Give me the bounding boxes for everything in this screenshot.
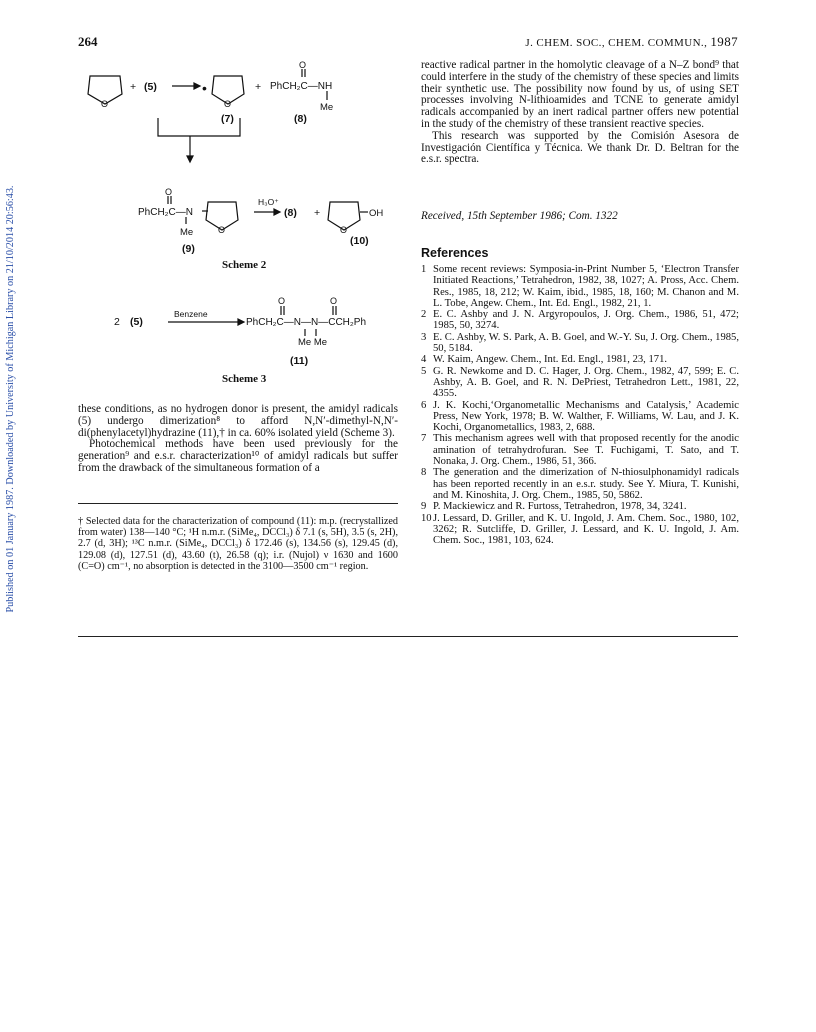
label-8: (8) — [294, 113, 307, 125]
plus-sign: + — [130, 81, 137, 93]
reference-item — [421, 467, 739, 501]
scheme-2-diagram — [78, 56, 408, 286]
label-10: (10) — [350, 235, 369, 247]
amide-o: O — [299, 60, 307, 70]
radical-o-label: O — [224, 99, 232, 109]
reference-text: G. R. Newkome and D. C. Hager, J. Org. Chem., 1982, 47, 599; E. C. Ashby, A. B. Goel, and R. N. DePriest, Tetrahedron Lett., 1981, 22, 4355. — [433, 365, 739, 400]
footnote: † Selected data for the characterization of compound (11): m.p. (recrystallized from water) 138—140 °C; ¹H n.m.r. (SiMe₄, DCCl₃) δ 7.1 (s, 5H), 3.5 (s, 2H), 2.7 (d, 3H); ¹³C n.m.r. (SiMe₄, DCCl₃) δ 172.46 (s), 134.56 (s), 129.45 (d), 129.08 (d), 127.51 (d), 43.60 (t), 26.58 (q); i.r. (Nujol) ν 1630 and 1600 (C=O) cm⁻¹, no absorption is detected in the 3100—3500 cm⁻¹ region. — [78, 516, 398, 572]
reference-item — [421, 332, 739, 355]
coefficient: 2 — [114, 316, 120, 328]
page-header — [78, 34, 738, 52]
reference-number: 9 — [421, 501, 427, 513]
label-9: (9) — [182, 243, 195, 255]
plus-sign: + — [255, 81, 262, 93]
thf-o-label: O — [101, 99, 109, 109]
reference-text: P. Mackiewicz and R. Furtoss, Tetrahedron, 1978, 34, 3241. — [433, 501, 687, 513]
references-list — [421, 264, 739, 546]
svg-text:•: • — [202, 80, 207, 96]
reagent-5: (5) — [144, 81, 157, 93]
paragraph: these conditions, as no hydrogen donor is present, the amidyl radicals (5) undergo dimerization⁸ to afford N,N′-dimethyl-N,N′-di(phenylacetyl)hydrazine (11),† in ca. 60% isolated yield (Scheme 3). — [78, 403, 398, 439]
oh-label: OH — [369, 208, 384, 219]
reference-item — [421, 354, 739, 365]
journal-year: 1987 — [710, 34, 738, 49]
reference-item — [421, 513, 739, 547]
paragraph: reactive radical partner in the homolytic cleavage of a N–Z bond⁹ that could interfere in the study of the chemistry of these species and limits their synthetic use. The possibility now found by us, of using SET processes involving N-lithioamides and TCNE to generate amidyl radicals accompanied by an inert radical partner offers new potential in the study of the chemistry of these transient reactive species. — [421, 59, 739, 130]
reference-text: W. Kaim, Angew. Chem., Int. Ed. Engl., 1981, 23, 171. — [433, 354, 668, 366]
reagent-5: (5) — [130, 316, 143, 328]
right-column-body — [421, 60, 739, 166]
reference-item — [421, 433, 739, 467]
page-bottom-rule — [78, 636, 738, 637]
left-column-body — [78, 404, 398, 475]
reference-text: This mechanism agrees well with that proposed recently for the anodic amination of tetrahydrofuran. See T. Fuchigami, T. Sato, and T. Nonaka, J. Org. Chem., 1986, 51, 366. — [433, 433, 739, 468]
reference-number: 6 — [421, 399, 427, 411]
journal-title: J. CHEM. SOC., CHEM. COMMUN., 1987 — [525, 34, 738, 49]
formula-11: PhCH₂C—N—N—CCH₂Ph — [246, 317, 366, 328]
received-line: Received, 15th September 1986; Com. 1322 — [421, 210, 618, 222]
footnote-rule — [78, 503, 398, 504]
label-7: (7) — [221, 113, 234, 125]
reference-text: J. Lessard, D. Griller, and K. U. Ingold, J. Am. Chem. Soc., 1980, 102, 3262; R. Sutcliffe, D. Griller, J. Lessard, and K. U. Ingold, J. Am. Chem. Soc., 1981, 103, 624. — [433, 512, 739, 547]
reference-item — [421, 366, 739, 400]
label-11: (11) — [290, 355, 309, 367]
reference-item — [421, 400, 739, 434]
ring10-o: O — [340, 225, 348, 235]
reference-text: E. C. Ashby and J. N. Argyropoulos, J. Org. Chem., 1986, 51, 472; 1985, 50, 3274. — [433, 309, 739, 332]
scheme-3-caption: Scheme 3 — [222, 373, 267, 385]
reference-item — [421, 264, 739, 309]
download-notice: Published on 01 January 1987. Downloaded by University of Michigan Library on 21/10/2014 20:56:43. — [5, 185, 16, 613]
references-heading: References — [421, 246, 489, 260]
paragraph: Photochemical methods have been used previously for the generation⁹ and e.s.r. characterization¹⁰ of amidyl radicals but suffer from the drawback of the simultaneous formation of a — [78, 438, 398, 474]
reference-number: 3 — [421, 331, 427, 343]
amide-me: Me — [320, 102, 334, 113]
scheme-3-diagram — [78, 292, 408, 372]
scheme-2-caption: Scheme 2 — [222, 259, 267, 271]
reference-number: 2 — [421, 309, 427, 321]
o2: O — [330, 296, 338, 306]
page-number: 264 — [78, 34, 98, 49]
reference-item — [421, 309, 739, 332]
nine-me: Me — [180, 227, 194, 238]
h3o-label: H₃O⁺ — [258, 197, 279, 207]
reference-number: 8 — [421, 467, 427, 479]
reference-item — [421, 501, 739, 512]
reference-number: 5 — [421, 365, 427, 377]
reference-number: 7 — [421, 433, 427, 445]
plus-sign: + — [314, 207, 321, 219]
me-me: Me Me — [298, 337, 328, 348]
paragraph: This research was supported by the Comisión Asesora de Investigación Científica y Técnica. We thank Dr. D. Beltran for the e.s.r. spectra. — [421, 129, 739, 166]
o1: O — [278, 296, 286, 306]
nine-formula: PhCH₂C—N — [138, 207, 193, 218]
reference-text: Some recent reviews: Symposia-in-Print Number 5, ‘Electron Transfer Initiated Reactions,’ Tetrahedron, 1982, 38, 1027; A. Pross, Acc. Chem. Res., 1985, 18, 212; W. Kaim, ibid., 1985, 18, 160; M. Chanon and M. L. Tobe, Angew. Chem., Int. Ed. Engl., 1982, 21, 1. — [433, 264, 739, 309]
reference-number: 1 — [421, 264, 427, 275]
reference-number: 10 — [421, 512, 432, 524]
reference-text: E. C. Ashby, W. S. Park, A. B. Goel, and W.-Y. Su, J. Org. Chem., 1985, 50, 5184. — [433, 331, 739, 355]
solvent-label: Benzene — [174, 309, 208, 319]
product-8: (8) — [284, 207, 297, 219]
reference-number: 4 — [421, 354, 427, 366]
reference-text: J. K. Kochi,‘Organometallic Mechanisms and Catalysis,’ Academic Press, New York, 1978; B. W. Walther, F. Williams, W. Lau, and J. K. Kochi, Organometallics, 1983, 2, 688. — [433, 399, 739, 434]
amide-formula: PhCH₂C—NH — [270, 81, 333, 92]
reference-text: The generation and the dimerization of N-thiosulphonamidyl radicals has been reported recently in an e.s.r. study. See Y. Miura, T. Kunishi, and M. Kinoshita, J. Org. Chem., 1985, 50, 5862. — [433, 467, 739, 501]
ring9-o: O — [218, 225, 226, 235]
nine-o: O — [165, 187, 173, 197]
